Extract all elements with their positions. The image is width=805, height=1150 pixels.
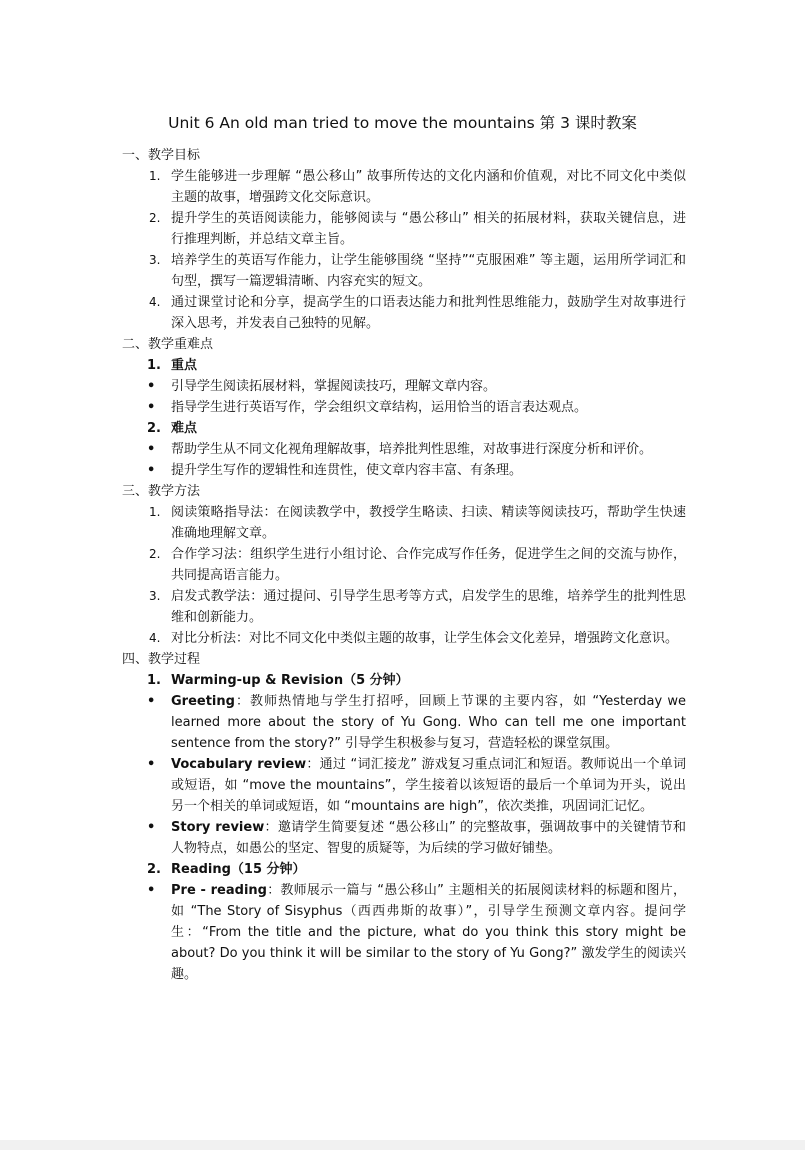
list-item: [122, 439, 686, 460]
item-label: Greeting: [171, 694, 235, 709]
list-item: [122, 817, 686, 859]
list-item: [122, 292, 686, 334]
item-text: 指导学生进行英语写作，学会组织文章结构，运用恰当的语言表达观点。: [171, 400, 588, 415]
list-item: [122, 586, 686, 628]
section-key-points: [122, 334, 686, 481]
item-number: 2.: [149, 547, 161, 561]
page-title: Unit 6 An old man tried to move the mountains 第 3 课时教案: [168, 114, 637, 132]
item-number: 4.: [149, 631, 161, 645]
item-text: 提升学生的英语阅读能力，能够阅读与 “愚公移山” 相关的拓展材料，获取关键信息，进行推理判断，并总结文章主旨。: [171, 211, 686, 247]
section-heading: 一、教学目标: [122, 148, 201, 163]
item-number: 1.: [149, 505, 161, 519]
section-process: [122, 649, 686, 985]
bullet-icon: •: [147, 694, 156, 709]
subheading: [122, 859, 686, 880]
list-item: [122, 628, 686, 649]
subheading-label: 重点: [171, 358, 198, 373]
section-heading: 三、教学方法: [122, 484, 201, 499]
item-text: 提升学生写作的逻辑性和连贯性，使文章内容丰富、有条理。: [171, 463, 523, 478]
document-body: [122, 145, 686, 985]
item-number: 1.: [147, 673, 161, 688]
item-label: Story review: [171, 820, 265, 835]
item-text: 合作学习法：组织学生进行小组讨论、合作完成写作任务，促进学生之间的交流与协作，共同提高语言能力。: [171, 547, 686, 583]
subheading: [122, 418, 686, 439]
list-item: [122, 544, 686, 586]
list-item: [122, 397, 686, 418]
item-text: 对比分析法：对比不同文化中类似主题的故事，让学生体会文化差异，增强跨文化意识。: [171, 631, 679, 646]
item-text: ：通过 “词汇接龙” 游戏复习重点词汇和短语。教师说出一个单词或短语，如 “move the mountains”，学生接着以该短语的最后一个单词为开头，说出另一个相关的单词或短语，如 “mountains are high”，依次类推，巩固词汇记忆。: [171, 757, 686, 814]
item-text: ：教师热情地与学生打招呼，回顾上节课的主要内容，如 “Yesterday we learned more about the story of Yu Gong. Who can tell me one important sentence from the story?” 引导学生积极参与复习，营造轻松的课堂氛围。: [171, 694, 686, 751]
section-heading: 四、教学过程: [122, 652, 201, 667]
section-methods: [122, 481, 686, 649]
list-item: [122, 691, 686, 754]
bullet-icon: •: [147, 400, 156, 415]
list-item: [122, 166, 686, 208]
item-number: 2.: [149, 211, 161, 225]
subheading-label: 难点: [171, 421, 198, 436]
item-text: 学生能够进一步理解 “愚公移山” 故事所传达的文化内涵和价值观，对比不同文化中类似主题的故事，增强跨文化交际意识。: [171, 169, 686, 205]
item-text: 培养学生的英语写作能力，让学生能够围绕 “坚持”“克服困难” 等主题，运用所学词汇和句型，撰写一篇逻辑清晰、内容充实的短文。: [171, 253, 686, 289]
list-item: [122, 460, 686, 481]
item-number: 3.: [149, 589, 161, 603]
bullet-icon: •: [147, 820, 156, 835]
item-label: Vocabulary review: [171, 757, 307, 772]
list-item: [122, 754, 686, 817]
subheading-label: Warming-up & Revision（5 分钟）: [171, 673, 409, 688]
item-number: 1.: [147, 358, 161, 373]
item-number: 4.: [149, 295, 161, 309]
bullet-icon: •: [147, 883, 156, 898]
list-item: [122, 880, 686, 985]
item-label: Pre - reading: [171, 883, 267, 898]
subheading-label: Reading（15 分钟）: [171, 862, 306, 877]
section-heading: 二、教学重难点: [122, 337, 214, 352]
list-item: [122, 208, 686, 250]
item-text: 帮助学生从不同文化视角理解故事，培养批判性思维，对故事进行深度分析和评价。: [171, 442, 653, 457]
subheading: [122, 670, 686, 691]
item-text: ：教师展示一篇与 “愚公移山” 主题相关的拓展阅读材料的标题和图片，如 “The Story of Sisyphus（西西弗斯的故事）”，引导学生预测文章内容。提问学生：“From the title and the picture, what do you think this story might be about? Do you think it will be similar to the story of Yu Gong?” 激发学生的阅读兴趣。: [171, 883, 686, 982]
bullet-icon: •: [147, 463, 156, 478]
item-number: 3.: [149, 253, 161, 267]
item-text: ：邀请学生简要复述 “愚公移山” 的完整故事，强调故事中的关键情节和人物特点，如愚公的坚定、智叟的质疑等，为后续的学习做好铺垫。: [171, 820, 686, 856]
item-text: 引导学生阅读拓展材料，掌握阅读技巧，理解文章内容。: [171, 379, 497, 394]
bullet-icon: •: [147, 379, 156, 394]
item-text: 阅读策略指导法：在阅读教学中，教授学生略读、扫读、精读等阅读技巧，帮助学生快速准确地理解文章。: [171, 505, 686, 541]
section-objectives: [122, 145, 686, 334]
item-number: 2.: [147, 862, 161, 877]
list-item: [122, 502, 686, 544]
bullet-icon: •: [147, 757, 156, 772]
subheading: [122, 355, 686, 376]
item-text: 启发式教学法：通过提问、引导学生思考等方式，启发学生的思维，培养学生的批判性思维和创新能力。: [171, 589, 686, 625]
item-text: 通过课堂讨论和分享，提高学生的口语表达能力和批判性思维能力，鼓励学生对故事进行深入思考，并发表自己独特的见解。: [171, 295, 686, 331]
bullet-icon: •: [147, 442, 156, 457]
list-item: [122, 250, 686, 292]
list-item: [122, 376, 686, 397]
item-number: 1.: [149, 169, 161, 183]
item-number: 2.: [147, 421, 161, 436]
